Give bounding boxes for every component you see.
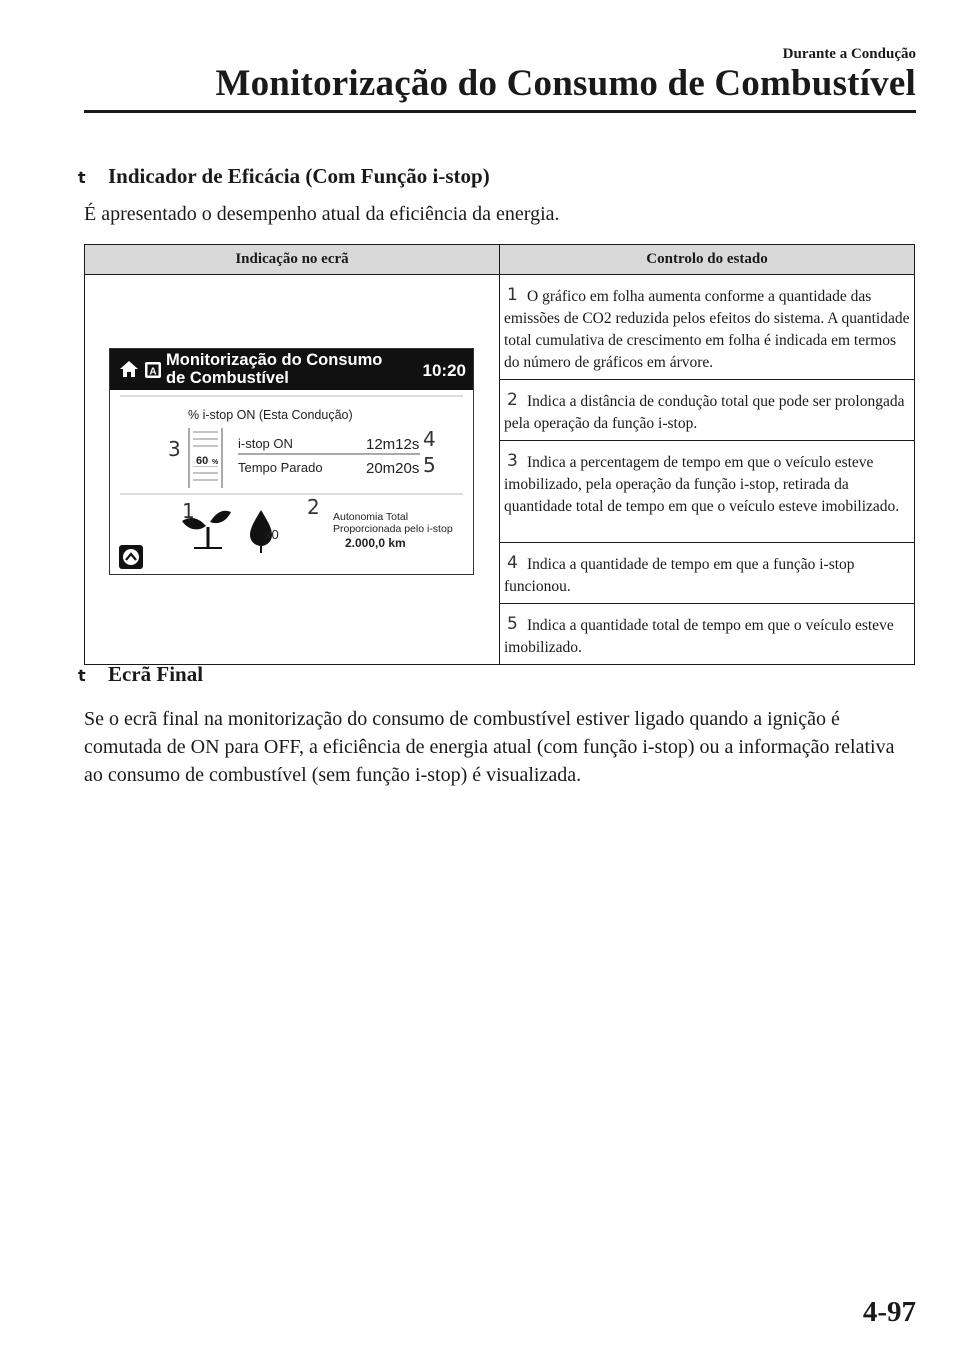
section-heading-final-screen — [78, 662, 203, 687]
callout-4: 4 — [423, 427, 436, 451]
callout-5: 5 — [423, 453, 436, 477]
number-1-icon — [504, 285, 522, 303]
status-row-text: Indica a distância de condução total que pode ser prolongada pela operação da função i-stop. — [504, 393, 905, 432]
number-4-icon — [504, 553, 522, 571]
status-row-text: Indica a quantidade de tempo em que a função i-stop funcionou. — [504, 556, 855, 595]
screen-title-bar — [110, 349, 473, 390]
istop-on-label: i-stop ON — [238, 436, 293, 451]
section-heading-efficiency — [78, 164, 490, 189]
app-icon — [144, 361, 162, 379]
svg-text:3: 3 — [507, 451, 518, 469]
display-illustration-cell — [85, 275, 500, 665]
range-label-line2: Proporcionada pelo i-stop — [333, 523, 453, 535]
screen-title — [166, 351, 382, 387]
stopped-label: Tempo Parado — [238, 460, 323, 475]
svg-text:2: 2 — [507, 390, 518, 408]
screen-content — [110, 390, 473, 574]
page-number: 4-97 — [862, 1296, 916, 1328]
title-divider — [84, 110, 916, 113]
percent-unit: % — [212, 459, 219, 466]
final-screen-text: Se o ecrã final na monitorização do consumo de combustível estiver ligado quando a ignição é comutada de ON para OFF, a eficiência de energia atual (com função i-stop) ou a informação relativa ao consumo de combustível (sem função i-stop) é visualizada. — [84, 708, 895, 786]
bullet-marker: t — [78, 666, 86, 685]
svg-text:5: 5 — [507, 614, 518, 632]
page-title: Monitorização do Consumo de Combustível — [215, 63, 916, 104]
chapter-label: Durante a Condução — [782, 46, 916, 62]
status-row-1 — [500, 275, 915, 380]
svg-text:A: A — [149, 366, 157, 378]
section-heading-text: Indicador de Eficácia (Com Função i-stop) — [108, 164, 490, 188]
percent-label: % i-stop ON (Esta Condução) — [188, 408, 353, 422]
callout-2: 2 — [307, 495, 320, 519]
screen-title-line1: Monitorização do Consumo — [166, 351, 383, 369]
tree-count: x0 — [265, 527, 279, 542]
status-row-2 — [500, 380, 915, 441]
callout-3: 3 — [168, 437, 181, 461]
number-5-icon — [504, 614, 522, 632]
stopped-value: 20m20s — [366, 460, 420, 477]
home-icon — [118, 359, 140, 379]
status-row-5 — [500, 604, 915, 665]
intro-text: É apresentado o desempenho atual da eficiência da energia. — [84, 203, 560, 225]
status-row-text: Indica a quantidade total de tempo em que o veículo esteve imobilizado. — [504, 617, 894, 656]
table-header-display: Indicação no ecrã — [85, 245, 500, 275]
svg-text:1: 1 — [507, 285, 518, 303]
range-label-line1: Autonomia Total — [333, 511, 409, 523]
range-value: 2.000,0 km — [345, 536, 406, 550]
status-row-text: Indica a percentagem de tempo em que o veículo esteve imobilizado, pela operação da função i-stop, retirada da quantidade total de tempo em que o veículo esteve imobilizado. — [504, 454, 900, 515]
callout-1: 1 — [182, 499, 195, 523]
percent-value: 60 — [196, 455, 209, 467]
screen-clock: 10:20 — [422, 361, 466, 380]
section-heading-text: Ecrã Final — [108, 662, 204, 686]
status-row-text: O gráfico em folha aumenta conforme a quantidade das emissões de CO2 reduzida pelos efeitos do sistema. A quantidade total cumulativa de crescimento em folha é indicada em termos do número de gráficos em árvore. — [504, 288, 910, 371]
number-3-icon — [504, 451, 522, 469]
table-header-status: Controlo do estado — [500, 245, 915, 275]
status-row-3 — [500, 441, 915, 543]
istop-on-value: 12m12s — [366, 436, 420, 453]
fuel-monitor-screen — [109, 348, 474, 575]
bullet-marker: t — [78, 168, 86, 187]
scroll-up-button[interactable] — [119, 545, 143, 569]
status-table — [84, 244, 915, 665]
screen-title-line2: de Combustível — [166, 369, 289, 387]
svg-text:4: 4 — [507, 553, 518, 571]
status-row-4 — [500, 543, 915, 604]
number-2-icon — [504, 390, 522, 408]
